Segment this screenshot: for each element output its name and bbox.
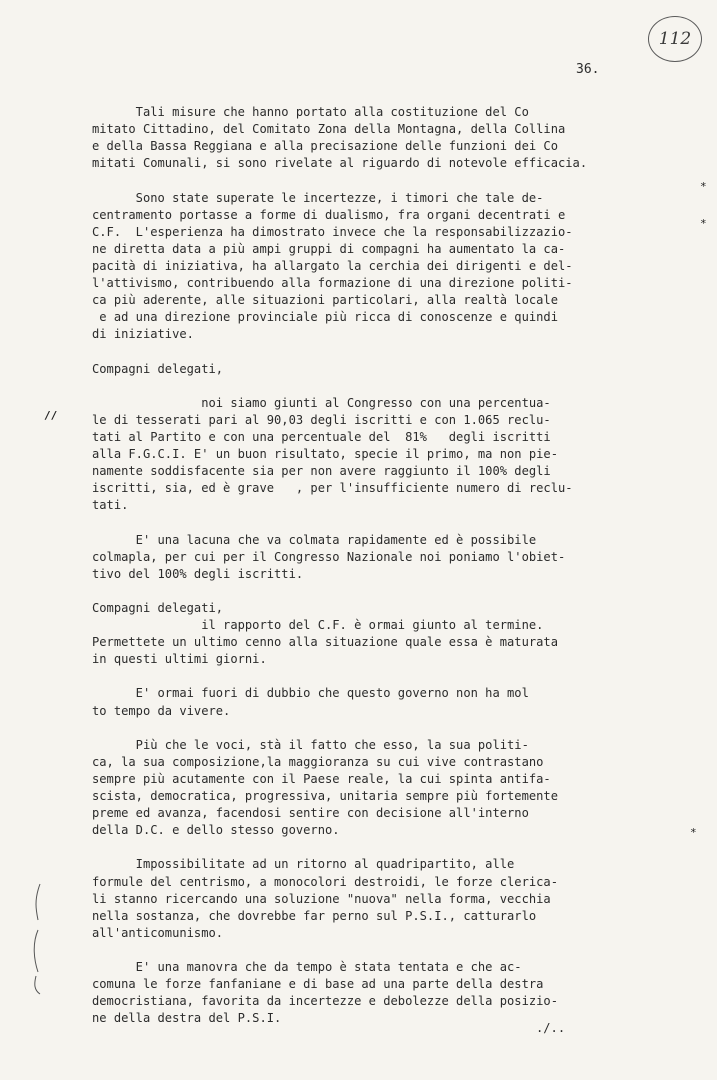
text-line: democristiana, favorita da incertezze e debolezze della posizio-	[92, 994, 558, 1009]
text-line: formule del centrismo, a monocolori destroidi, le forze clerica-	[92, 874, 558, 889]
text-line: to tempo da vivere.	[92, 703, 231, 718]
text-line: Compagni delegati,	[92, 361, 224, 376]
text-line: all'anticomunismo.	[92, 925, 224, 940]
text-line: e ad una direzione provinciale più ricca di conoscenze e quindi	[92, 310, 558, 325]
text-line: E' ormai fuori di dubbio che questo governo non ha mol	[92, 686, 529, 701]
archive-stamp: 112	[648, 16, 702, 62]
text-line: le di tesserati pari al 90,03 degli iscritti e con 1.065 reclu-	[92, 412, 551, 427]
text-line: C.F. L'esperienza ha dimostrato invece che la responsabilizzazio-	[92, 224, 573, 239]
text-line: Tali misure che hanno portato alla costituzione del Co	[92, 105, 529, 119]
text-line: mitati Comunali, si sono rivelate al riguardo di notevole efficacia.	[92, 156, 588, 171]
text-line: di iniziative.	[92, 327, 194, 342]
margin-pencil-stroke	[28, 880, 48, 1000]
text-line: E' una manovra che da tempo è stata tentata e che ac-	[92, 960, 522, 974]
text-line: e della Bassa Reggiana e alla precisazione delle funzioni dei Co	[92, 139, 558, 154]
text-line: namente soddisfacente sia per non avere raggiunto il 100% degli	[92, 464, 551, 479]
margin-mark: *	[700, 217, 707, 230]
margin-mark: *	[690, 826, 697, 839]
text-line: li stanno ricercando una soluzione "nuova" nella forma, vecchia	[92, 891, 551, 906]
text-line: Compagni delegati,	[92, 600, 224, 615]
margin-mark: //	[44, 409, 58, 422]
text-line: preme ed avanza, facendosi sentire con decisione all'interno	[92, 806, 529, 821]
text-line: comuna le forze fanfaniane e di base ad una parte della destra	[92, 977, 544, 992]
text-line: noi siamo giunti al Congresso con una percentua-	[92, 395, 551, 410]
text-line: alla F.G.C.I. E' un buon risultato, specie il primo, ma non pie-	[92, 447, 558, 461]
text-line: iscritti, sia, ed è grave , per l'insufficiente numero di reclu-	[92, 481, 573, 496]
text-line: in questi ultimi giorni.	[92, 652, 267, 667]
text-line: scista, democratica, progressiva, unitaria sempre più fortemente	[92, 789, 558, 803]
text-line: ca, la sua composizione,la maggioranza su cui vive contrastano	[92, 754, 544, 769]
text-line: Sono state superate le incertezze, i timori che tale de-	[92, 190, 544, 205]
text-line: tati.	[92, 498, 129, 513]
text-line: centramento portasse a forme di dualismo, fra organi decentrati e	[92, 207, 566, 222]
text-line: l'attivismo, contribuendo alla formazione di una direzione politi-	[92, 276, 573, 290]
page-number: 36.	[576, 62, 600, 77]
text-line: sempre più acutamente con il Paese reale, la cui spinta antifa-	[92, 771, 551, 786]
text-line: tati al Partito e con una percentuale del 81% degli iscritti	[92, 429, 551, 444]
text-line: mitato Cittadino, del Comitato Zona della Montagna, della Collina	[92, 122, 566, 137]
text-line: Impossibilitate ad un ritorno al quadripartito, alle	[92, 857, 515, 872]
text-line: E' una lacuna che va colmata rapidamente ed è possibile	[92, 532, 537, 547]
continuation-mark: ./..	[536, 1021, 566, 1035]
text-line: pacità di iniziativa, ha allargato la cerchia dei dirigenti e del-	[92, 258, 573, 273]
text-line: colmapla, per cui per il Congresso Nazionale noi poniamo l'obiet-	[92, 549, 566, 564]
text-line: ca più aderente, alle situazioni particolari, alla realtà locale	[92, 293, 558, 308]
text-line: ne della destra del P.S.I.	[92, 1011, 282, 1026]
text-line: nella sostanza, che dovrebbe far perno sul P.S.I., catturarlo	[92, 908, 537, 923]
text-line: tivo del 100% degli iscritti.	[92, 566, 304, 581]
margin-mark: *	[700, 180, 707, 193]
text-line: ne diretta data a più ampi gruppi di compagni ha aumentato la ca-	[92, 241, 566, 256]
text-line: il rapporto del C.F. è ormai giunto al termine.	[92, 618, 544, 632]
text-line: della D.C. e dello stesso governo.	[92, 823, 340, 838]
text-line: Permettete un ultimo cenno alla situazione quale essa è maturata	[92, 635, 558, 650]
text-line: Più che le voci, stà il fatto che esso, la sua politi-	[92, 737, 529, 752]
